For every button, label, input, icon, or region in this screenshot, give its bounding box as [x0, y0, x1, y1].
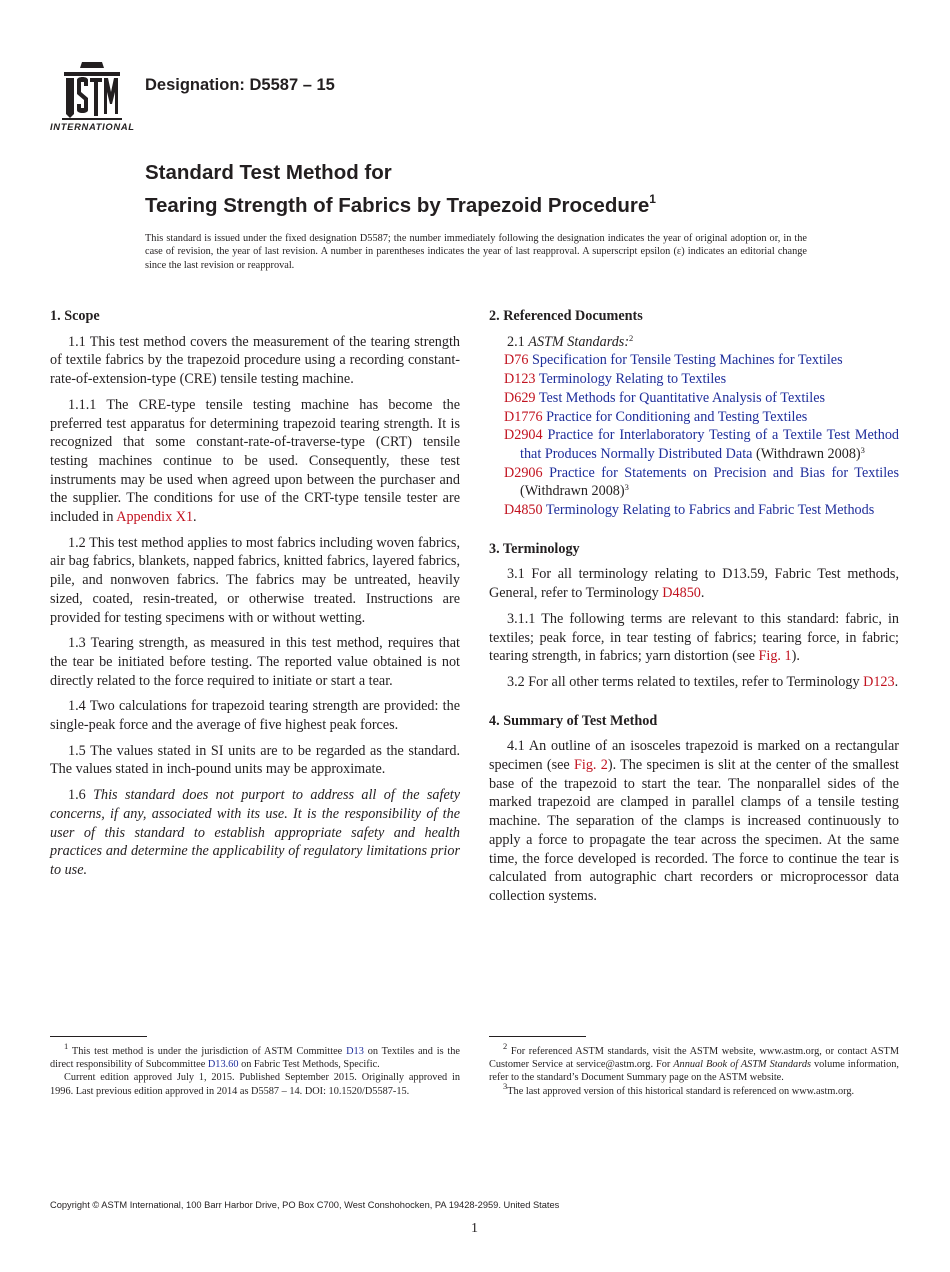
paragraph-3-2: 3.2 For all other terms related to textiles, refer to Terminology D123. [507, 673, 899, 690]
footnote-1-edition: Current edition approved July 1, 2015. Published September 2015. Originally approved in 1996. Last previous edition approved in 2014 as D5587 – 14. DOI: 10.1520/D5587-15. [50, 1072, 460, 1097]
title-line-1: Standard Test Method for [145, 161, 392, 184]
ref-title-d123[interactable]: Terminology Relating to Textiles [538, 371, 727, 388]
reference-d4850 [489, 501, 899, 520]
fig-1-link[interactable]: Fig. 1 [758, 648, 792, 665]
fig-2-link[interactable]: Fig. 2 [573, 757, 608, 774]
reference-d629 [489, 389, 899, 408]
paragraph-1-4: 1.4 Two calculations for trapezoid tearing strength are provided: the single-peak force and the average of five highest peak forces. [50, 698, 460, 734]
paragraph-4-1: 4.1 An outline of an isosceles trapezoid is marked on a rectangular specimen (see Fig. 2). The specimen is slit at the center of the smallest base of the trapezoid to start the tear. The nonparallel sides of the marked trapezoid are clamped in parallel clamps of a tensile testing machine. The separation of the clamps is increased continuously to apply a force to propagate the tear across the specimen. At the same time, the force developed is recorded. The force to continue the tear is calculated from autographic chart recorders or microprocessor data collection systems. [489, 738, 899, 904]
footnote-divider-left [50, 1036, 147, 1037]
d13-link[interactable]: D13 [346, 1046, 364, 1057]
footnote-3: $^3$The last approved version of this historical standard is referenced on www.astm.org. [503, 1080, 855, 1097]
issuance-notice: This standard is issued under the fixed designation D5587; the number immediately following the designation indicates the year of original adoption or, in the case of revision, the year of last revision. A number in parentheses indicates the year of last reapproval. A superscript epsilon (ε) indicates an editorial change since the last revision or reapproval. [145, 233, 807, 271]
section-heading-scope: 1. Scope [50, 308, 100, 324]
copyright-notice: Copyright © ASTM International, 100 Barr Harbor Drive, PO Box C700, West Conshohocken, PA 19428-2959. United States [50, 1200, 560, 1210]
ref-title-d76[interactable]: Specification for Tensile Testing Machines for Textiles [531, 352, 843, 369]
designation: Designation: D5587 – 15 [145, 76, 335, 94]
d4850-link[interactable]: D4850 [662, 585, 701, 602]
ref-code-d1776[interactable]: D1776 [504, 408, 543, 425]
title-line-2: Tearing Strength of Fabrics by Trapezoid Procedure$^1$ [145, 192, 656, 217]
d13-60-link[interactable]: D13.60 [207, 1059, 239, 1071]
footnote-1: $^1$ This test method is under the jurisdiction of ASTM Committee D13 on Textiles and is the direct responsibility of Subcommittee D13.60 on Fabric Test Methods, Specific. [50, 1041, 461, 1071]
right-column [489, 307, 899, 906]
ref-title-d1776[interactable]: Practice for Conditioning and Testing Textiles [546, 408, 808, 425]
left-column [50, 307, 460, 880]
ref-title-d4850[interactable]: Terminology Relating to Fabrics and Fabric Test Methods [545, 502, 875, 519]
reference-d123 [489, 370, 899, 389]
paragraph-1-5: 1.5 The values stated in SI units are to be regarded as the standard. The values stated in inch-pound units may be approximate. [50, 742, 460, 778]
paragraph-1-6: 1.6 This standard does not purport to address all of the safety concerns, if any, associated with its use. It is the responsibility of the user of this standard to establish appropriate safety and health practices and determine the applicability of regulatory limitations prior to use. [50, 787, 460, 878]
page-number: 1 [471, 1221, 478, 1236]
footnote-divider-right [489, 1036, 586, 1037]
paragraph-1-3: 1.3 Tearing strength, as measured in this test method, requires that the tear be initiated before testing. The reported value obtained is not directly related to the force required to initiate or start a tear. [50, 635, 460, 689]
ref-code-d629[interactable]: D629 [504, 389, 536, 406]
section-heading-referenced-documents: 2. Referenced Documents [489, 308, 643, 324]
paragraph-1-1-1: 1.1.1 The CRE-type tensile testing machine has become the preferred test apparatus for determining trapezoid tearing strength. It is recognized that some constant-rate-of-traverse-type (CRT) tensile testing machines continue to be used. Consequently, these test instruments may be used when agreed upon between the purchaser and the supplier. The conditions for use of the CRT-type tensile tester are included in Appendix X1. [50, 396, 460, 526]
paragraph-1-2: 1.2 This test method applies to most fabrics including woven fabrics, air bag fabrics, blankets, napped fabrics, knitted fabrics, layered fabrics, pile, and nonwoven fabrics. The fabrics may be untreated, heavily sized, coated, resin-treated, or otherwise treated. Instructions are provided for testing specimens with or without wetting. [50, 534, 460, 626]
ref-title-d2904[interactable]: Practice for Interlaboratory Testing of a Textile Test Method that Produces Normally Distributed Data [520, 427, 900, 462]
ref-title-d629[interactable]: Test Methods for Quantitative Analysis of Textiles [538, 389, 826, 406]
ref-code-d2904[interactable]: D2904 [504, 427, 543, 444]
paragraph-3-1: 3.1 For all terminology relating to D13.59, Fabric Test methods, General, refer to Terminology D4850. [489, 566, 899, 602]
title-footnote-mark: 1 [649, 192, 656, 206]
reference-d76 [489, 351, 899, 370]
ref-title-d2906[interactable]: Practice for Statements on Precision and Bias for Textiles [549, 464, 899, 481]
reference-d2904: D2904 Practice for Interlaboratory Testing of a Textile Test Method that Produces Normally Distributed Data (Withdrawn 2008)$^3$ [504, 427, 900, 462]
section-heading-summary: 4. Summary of Test Method [489, 712, 658, 729]
section-heading-terminology: 3. Terminology [489, 540, 580, 557]
paragraph-3-1-1: 3.1.1 The following terms are relevant to this standard: fabric, in textiles; peak force, in tear testing of fabrics; tearing force, in fabric; tearing strength, in fabrics; yarn distortion (see Fig. 1). [489, 610, 899, 665]
ref-code-d2906[interactable]: D2906 [504, 464, 543, 481]
ref-code-d4850[interactable]: D4850 [504, 502, 543, 519]
appendix-x1-link[interactable]: Appendix X1 [116, 509, 194, 526]
ref-code-d123[interactable]: D123 [504, 371, 536, 388]
footnotes-left [50, 1041, 461, 1098]
footnotes-right [489, 1041, 900, 1098]
astm-standards-label: 2.1 ASTM Standards:$^2$ [507, 332, 634, 350]
d123-link[interactable]: D123 [863, 673, 895, 690]
document-title [145, 160, 656, 219]
reference-d1776 [489, 408, 899, 427]
reference-d2906: D2906 Practice for Statements on Precision and Bias for Textiles (Withdrawn 2008)$^3$ [504, 464, 899, 500]
svg-text:INTERNATIONAL: INTERNATIONAL [50, 121, 134, 132]
footnote-2: $^2$ For referenced ASTM standards, visit the ASTM website, www.astm.org, or contact ASTM Customer Service at service@astm.org. For Annual Book of ASTM Standards volume information, refer to the standard’s Document Summary page on the ASTM website. [489, 1041, 900, 1084]
paragraph-1-1: 1.1 This test method covers the measurement of the tearing strength of textile fabrics by the trapezoid procedure using a recording constant-rate-of-extension-type (CRE) tensile testing machine. [50, 333, 460, 388]
astm-logo [50, 58, 134, 134]
ref-code-d76[interactable]: D76 [504, 352, 529, 369]
